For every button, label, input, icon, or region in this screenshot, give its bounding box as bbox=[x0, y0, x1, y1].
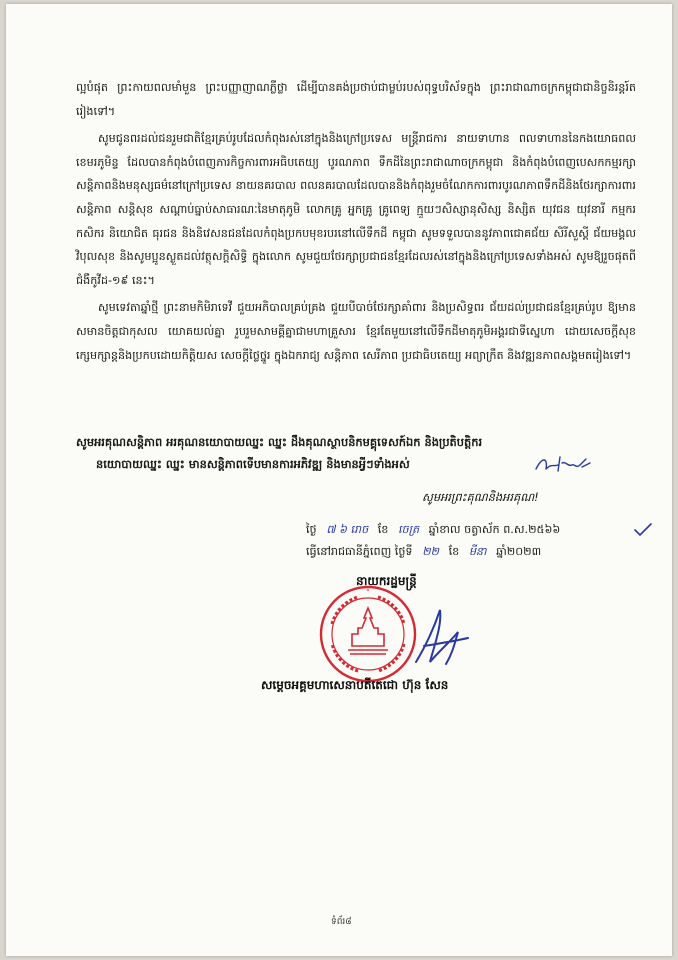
lunar-date-line bbox=[306, 523, 678, 539]
place-label: ធ្វើនៅរាជធានីភ្នំពេញ ថ្ងៃទី bbox=[306, 545, 413, 558]
gratitude-line-2: នយោបាយឈ្នះ ឈ្នះ មានសន្តិភាពទើបមានការអភិវឌ្ឍ និងមានអ្វីៗទាំងអស់ bbox=[96, 457, 410, 471]
solar-year: ឆ្នាំ២០២៣ bbox=[496, 545, 542, 558]
day-label: ថ្ងៃ bbox=[306, 523, 317, 536]
month-label-2: ខែ bbox=[448, 545, 460, 558]
gratitude-line-1: សូមអរគុណសន្តិភាព អរគុណនយោបាយឈ្នះ ឈ្នះ ដឹងគុណស្ថាបនិកមគ្គុទេសក៍ឯក និងប្រតិបត្តិករ bbox=[76, 435, 483, 449]
closing-line: សូមអរព្រះគុណនិងអរគុណ! bbox=[422, 490, 539, 504]
handwritten-day: ២២ bbox=[422, 545, 440, 558]
handwritten-lunar-month: ចេត្រ bbox=[397, 523, 420, 536]
paragraph-2: សូមជូនពរដល់ជនរួមជាតិខ្មែរគ្រប់រូបដែលកំពុងរស់នៅក្នុងនិងក្រៅប្រទេស មន្ត្រីរាជការ នាយទាហាន ពលទាហាននៃកងយោធពលខេមរភូមិន្ទ ដែលបានកំពុងបំពេញភារកិច្ចការពារអធិបតេយ្យ បូរណភាព ទឹកដីនៃព្រះរាជាណាចក្រកម្ពុជា និងកំពុងបំពេញបេសកកម្មរក្សាសន្តិភាពនិងមនុស្សធម៌នៅក្រៅប្រទេស នាយនគរបាល ពលនគរបាលដែលបាននិងកំពុងរួមចំណែកការពារបូរណភាពទឹកដីនិងថែរក្សាការពារ សន្តិភាព សន្តិសុខ សណ្តាប់ធ្នាប់សាធារណៈនៃមាតុភូមិ លោកគ្រូ អ្នកគ្រូ គ្រូពេទ្យ ក្មួយៗសិស្សានុសិស្ស និស្សិត យុវជន យុវនារី កម្មករ កសិករ និយោជិត ធុរជន និងនិវេសនជនដែលកំពុងប្រកបមុខរបរនៅលើទឹកដី កម្ពុជា សូមទទួលបាននូវភាពជោគជ័យ សិរីសួស្តី ជ័យមង្គល វិបុលសុខ និងសូមប្អូនស្ងួតដល់វត្ថុសក្តិសិទ្ធិ ក្នុងលោក សូមជួយថែរក្សាប្រជាជនខ្មែរដែលរស់នៅក្នុងនិងក្រៅប្រទេសទាំងអស់ សូមឱ្យរួចផុតពីជំងឺកូវីដ-១៩ នេះ។ bbox=[76, 132, 636, 287]
paragraph-1: ល្អបំផុត ព្រះកាយពលមាំមួន ព្រះបញ្ញាញាណភ្លឺថ្លា ដើម្បីបានគង់ប្រថាប់ជាម្លប់របស់ពុទ្ធបរិស័ទក្នុង ព្រះរាជាណាចក្រកម្ពុជាជានិច្ចនិរន្តរ៍តរៀងទៅ។ bbox=[76, 81, 636, 118]
paragraph-3: សូមទេវតាឆ្នាំថ្មី ព្រះនាមកិមិរាទេវី ជួយអភិបាលគ្រប់គ្រង ជួយបីបាច់ថែរក្សាគាំពារ និងប្រសិទ្ធពរ ជ័យដល់ប្រជាជនខ្មែរគ្រប់រូប ឱ្យមានសមានចិត្តជាកុសល យោគយល់គ្នា រួបរួមសាមគ្គីគ្នាជាមហាគ្រួសារ ខ្មែរតែមួយនៅលើទឹកដីមាតុភូមិអង្គរជាទីស្នេហា ដោយសេចក្តីសុខក្សេមក្សាន្តនិងប្រកបដោយកិត្តិយស សេចក្តីថ្លៃថ្នូរ ក្នុងឯករាជ្យ សន្តិភាព សេរីភាព ប្រជាធិបតេយ្យ អព្យាក្រឹត និងវឌ្ឍនភាពសង្គមតរៀងទៅ។ bbox=[76, 301, 636, 362]
signature-title: នាយករដ្ឋមន្ត្រី bbox=[356, 574, 417, 588]
handwritten-month: មីនា bbox=[468, 545, 487, 558]
lunar-year: ឆ្នាំខាល ចត្វាស័ក ព.ស.២៥៦៦ bbox=[428, 523, 561, 536]
handwritten-initial-icon bbox=[534, 453, 594, 475]
solar-date-line bbox=[306, 545, 678, 561]
month-label: ខែ bbox=[377, 523, 389, 536]
handwritten-lunar-day: ៧ ៦ រោច bbox=[326, 523, 369, 536]
svg-text:*: * bbox=[366, 588, 370, 595]
royal-government-seal-icon bbox=[318, 584, 418, 684]
handwritten-signature-icon bbox=[406, 602, 476, 672]
document-page bbox=[6, 4, 672, 956]
signer-name: សម្តេចអគ្គមហាសេនាបតីតេជោ ហ៊ុន សែន bbox=[261, 678, 449, 692]
letter-body bbox=[76, 76, 636, 367]
date-block bbox=[306, 523, 678, 561]
page-number: ទំព័រ៨ bbox=[331, 917, 352, 927]
checkmark-icon bbox=[633, 523, 653, 537]
